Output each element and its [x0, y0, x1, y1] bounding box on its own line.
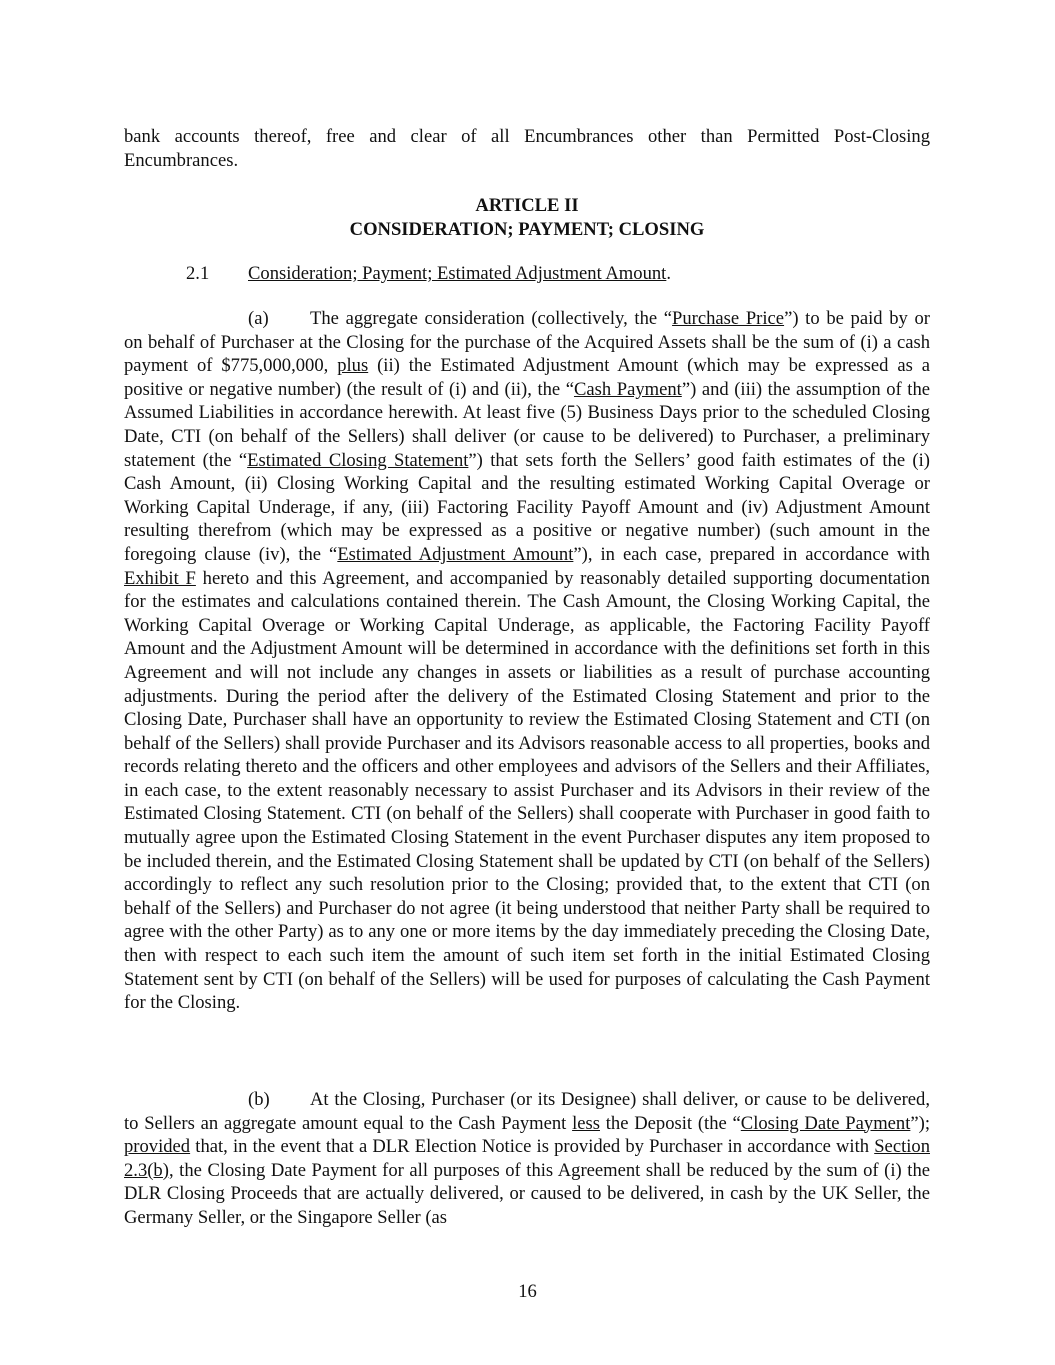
term-plus: plus	[337, 355, 369, 377]
paragraph-b-segment: the Deposit (the “	[599, 1112, 741, 1134]
paragraph-a	[124, 307, 930, 1015]
paragraph-b-label: (b)	[248, 1089, 270, 1110]
defined-term-closing-date-payment: Closing Date Payment	[740, 1112, 911, 1134]
paragraph-a-segment: The aggregate consideration (collectively, the “	[310, 308, 673, 329]
section-title: Consideration; Payment; Estimated Adjustment Amount	[248, 263, 667, 284]
continuation-text: bank accounts thereof, free and clear of all Encumbrances other than Permitted Post-Closing Encumbrances.	[124, 126, 930, 171]
section-number: 2.1	[186, 263, 210, 284]
paragraph-b	[124, 1088, 930, 1230]
paragraph-a-segment: ”), in each case, prepared in accordance with	[573, 543, 930, 565]
defined-term-estimated-adjustment-amount: Estimated Adjustment Amount	[337, 543, 574, 565]
term-less: less	[572, 1112, 600, 1134]
defined-term-estimated-closing-statement: Estimated Closing Statement	[247, 449, 469, 471]
continuation-paragraph	[124, 125, 930, 172]
page-number: 16	[518, 1281, 537, 1302]
paragraph-a-segment: (ii) the Estimated Adjustment Amount (which may be expressed as a positive or negative number) (the result of (i) and (ii), the “	[124, 355, 930, 400]
article-number: ARTICLE II	[475, 195, 579, 216]
paragraph-a-segment: ”) and (iii) the assumption of the Assumed Liabilities in accordance herewith. At least five (5) Business Days prior to the scheduled Closing Date, CTI (on behalf of the Sellers) shall deliver (or cause to be delivered) to Purchaser, a preliminary statement (the “	[124, 378, 930, 471]
exhibit-reference: Exhibit F	[124, 567, 196, 589]
paragraph-a-segment: ”) to be paid by or on behalf of Purchaser at the Closing for the purchase of the Acquired Assets shall be the sum of (i) a cash payment of $775,000,000,	[124, 308, 930, 377]
term-provided: provided	[124, 1136, 191, 1158]
paragraph-b-segment: At the Closing, Purchaser (or its Designee) shall deliver, or cause to be delivered, to Sellers an aggregate amount equal to the Cash Payment	[124, 1089, 930, 1134]
section-heading	[186, 262, 671, 286]
paragraph-a-label: (a)	[248, 308, 269, 329]
paragraph-b-segment: , the Closing Date Payment for all purposes of this Agreement shall be reduced by the sum of (i) the DLR Closing Proceeds that are actually delivered, or caused to be delivered, in cash by the UK Seller, the Germany Seller, or the Singapore Seller (as	[124, 1159, 930, 1228]
paragraph-b-segment: ”);	[910, 1112, 930, 1134]
section-trailing: .	[666, 263, 671, 284]
paragraph-a-segment: ”) that sets forth the Sellers’ good faith estimates of the (i) Cash Amount, (ii) Closing Working Capital and the resulting estimated Working Capital Overage or Working Capital Underage, if any, (iii) Factoring Facility Payoff Amount and (iv) Adjustment Amount resulting therefrom (which may be expressed as a positive or negative number) (such amount in the foregoing clause (iv), the “	[124, 449, 930, 565]
article-title: CONSIDERATION; PAYMENT; CLOSING	[349, 219, 705, 240]
section-cross-reference: Section 2.3(b)	[124, 1136, 930, 1181]
defined-term-purchase-price: Purchase Price	[672, 308, 785, 329]
paragraph-b-segment: that, in the event that a DLR Election Notice is provided by Purchaser in accordance with	[190, 1136, 875, 1158]
defined-term-cash-payment: Cash Payment	[573, 378, 682, 400]
paragraph-a-segment: hereto and this Agreement, and accompanied by reasonably detailed supporting documentation for the estimates and calculations contained therein. The Cash Amount, the Closing Working Capital, the Working Capital Overage or Working Capital Underage, as applicable, the Factoring Facility Payoff Amount and the Adjustment Amount will be determined in accordance with the definitions set forth in this Agreement and will not include any changes in assets or liabilities as a result of purchase accounting adjustments. During the period after the delivery of the Estimated Closing Statement and prior to the Closing Date, Purchaser shall have an opportunity to review the Estimated Closing Statement and CTI (on behalf of the Sellers) shall provide Purchaser and its Advisors reasonable access to all properties, books and records relating thereto and the officers and other employees and advisors of the Sellers and their Affiliates, in each case, to the extent reasonably necessary to assist Purchaser and its Advisors in their review of the Estimated Closing Statement. CTI (on behalf of the Sellers) shall cooperate with Purchaser in good faith to mutually agree upon the Estimated Closing Statement in the event Purchaser disputes any item proposed to be included therein, and the Estimated Closing Statement shall be updated by CTI (on behalf of the Sellers) accordingly to reflect any such resolution prior to the Closing; provided that, to the extent that CTI (on behalf of the Sellers) and Purchaser do not agree (it being understood that neither Party shall be required to agree with the other Party) as to any one or more items by the day immediately preceding the Closing Date, then with respect to each such item the amount of such item set forth in the initial Estimated Closing Statement sent by CTI (on behalf of the Sellers) will be used for purposes of calculating the Cash Payment for the Closing.	[124, 567, 930, 1014]
